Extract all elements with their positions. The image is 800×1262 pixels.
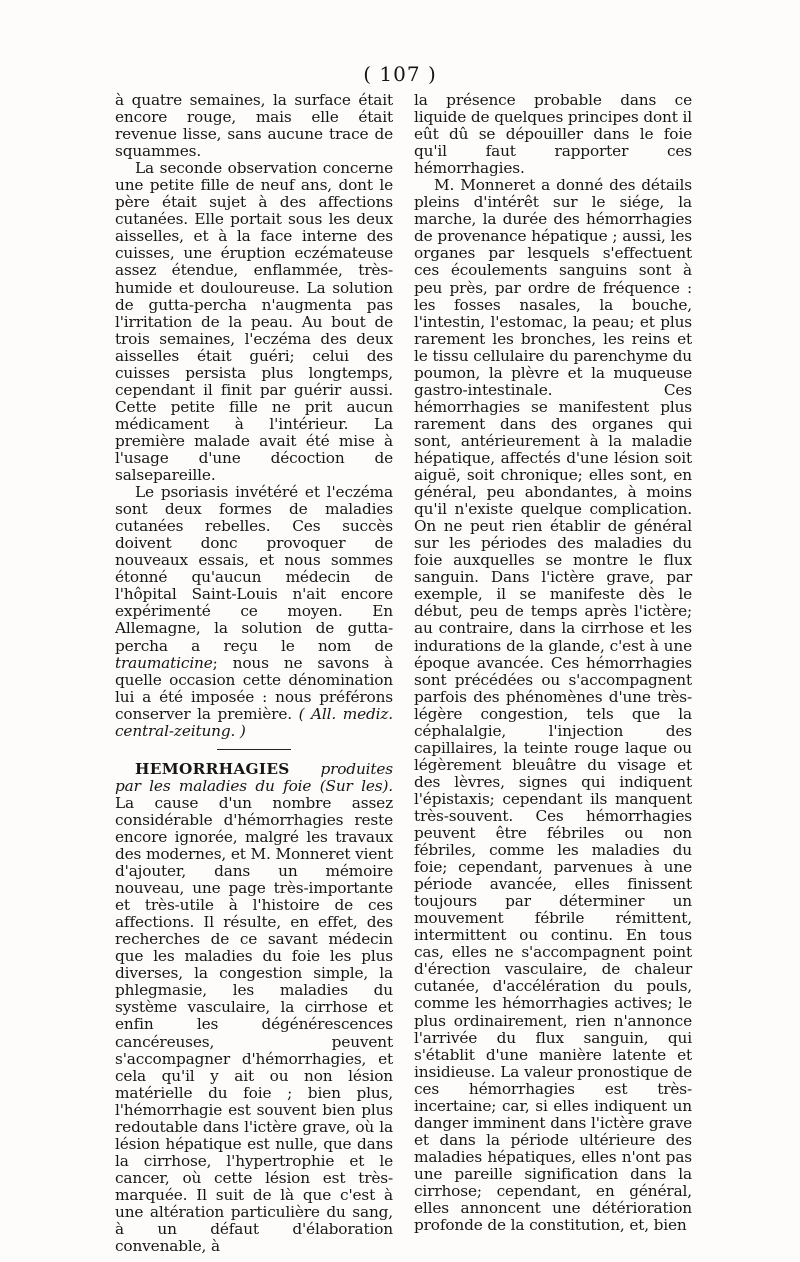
paragraph-monneret-details: M. Monneret a donné des détails pleins d'intérêt sur le siége, la marche, la durée des hémorrhagies de provenance hépatique ; aussi, les organes par lesquels s'effectuent ces écoulements sanguins sont à peu près, par ordre de fréquence : les fosses nasales, la bouche, l'intestin, l'estomac, la peau; et plus rarement les bronches, les reins et le tissu cellulaire du parenchyme du poumon, la plèvre et la muqueuse gastro-intestinale. Ces hémorrhagies se manifestent plus rarement dans des organes qui sont, antérieurement à la maladie hépatique, affectés d'une lésion soit aiguë, soit chronique; elles sont, en général, peu abondantes, à moins qu'il n'existe quelque complication. On ne peut rien établir de général sur les périodes des maladies du foie auxquelles se montre le flux sanguin. Dans l'ictère grave, par exemple, il se manifeste dès le début, peu de temps après l'ictère; au contraire, dans la cirrhose et les indurations de la glande, c'est à une époque avancée. Ces hémorrhagies sont précédées ou s'accompagnent parfois des phénomènes d'une très-légère congestion, tels que la céphalalgie, l'injection des capillaires, la teinte rouge laque ou légèrement bleuâtre du visage et des lèvres, signes qui indiquent l'épistaxis; cependant ils manquent très-souvent. Ces hémorrhagies peuvent être fébriles ou non fébriles, comme les maladies du foie; cependant, parvenues à une période avancée, elles finissent toujours par déterminer un mouvement fébrile rémittent, intermittent ou continu. En tous cas, elles ne s'accompagnent point d'érection vasculaire, de chaleur cutanée, d'accélération du pouls, comme les hémorrhagies actives; le plus ordinairement, rien n'annonce l'arrivée du flux sanguin, qui s'établit d'une manière latente et insidieuse. La valeur pronostique de ces hémorrhagies est très-incertaine; car, si elles indiquent un danger imminent dans l'ictère grave et dans la période ultérieure des maladies hépatiques, elles n'ont pas une pareille signification dans la cirrhose; cependant, en général, elles annoncent une détérioration profonde de la constitution, et, bien xyxy=(414,176,692,1235)
paragraph-psoriasis-text: Le psoriasis invétéré et l'eczéma sont deux formes de maladies cutanées rebelles. Ces succès doivent donc provoquer de nouveaux essais, et nous sommes étonné qu'aucun médecin de l'hôpital Saint-Louis n'ait encore expérimenté ce moyen. En Allemagne, la solution de gutta-percha a reçu le nom de xyxy=(115,483,393,655)
paragraph-hemorrhagies xyxy=(115,761,393,1255)
section-divider-rule xyxy=(217,749,291,750)
page-number: ( 107 ) xyxy=(363,62,437,86)
section-heading: HEMORRHAGIES xyxy=(135,759,290,778)
source-citation: ( All. mediz. central-zeitung. ) xyxy=(115,704,393,740)
paragraph-continuation: à quatre semaines, la surface était encore rouge, mais elle était revenue lisse, sans aucune trace de squammes. xyxy=(115,91,393,161)
paragraph-hemorrhagies-text: La cause d'un nombre assez considérable d'hémorrhagies reste encore ignorée, malgré les travaux des modernes, et M. Monneret vient d'ajouter, dans un mémoire nouveau, une page très-importante et très-utile à l'histoire de ces affections. Il résulte, en effet, des recherches de ce savant médecin que les maladies du foie les plus diverses, la congestion simple, la phlegmasie, les maladies du système vasculaire, la cirrhose et enfin les dégénérescences cancéreuses, peuvent s'accompagner d'hémorrhagies, et cela qu'il y ait ou non lésion matérielle du foie ; bien plus, l'hémorrhagie est souvent bien plus redoutable dans l'ictère grave, où la lésion hépatique est nulle, que dans la cirrhose, l'hypertrophie et le cancer, où cette lésion est très-marquée. Il suit de là que c'est à une altération particulière du sang, à un défaut d'élaboration convenable, à xyxy=(115,793,393,1256)
right-column xyxy=(414,92,692,1234)
paragraph-psoriasis xyxy=(115,484,393,740)
left-column xyxy=(115,92,393,1255)
section-heading-source: (Sur les). xyxy=(319,776,393,795)
section-heading-subtitle: produites par les maladies du foie xyxy=(115,759,393,795)
paragraph-second-observation: La seconde observation concerne une petite fille de neuf ans, dont le père était sujet à des affections cutanées. Elle portait sous les deux aisselles, et à la face interne des cuisses, une éruption eczémateuse assez étendue, enflammée, très-humide et douloureuse. La solution de gutta-percha n'augmenta pas l'irritation de la peau. Au bout de trois semaines, l'eczéma des deux aisselles était guéri; celui des cuisses persista plus longtemps, cependant il finit par guérir aussi. Cette petite fille ne prit aucun médicament à l'intérieur. La première malade avait été mise à l'usage d'une décoction de salsepareille. xyxy=(115,159,393,485)
paragraph-continuation-right: la présence probable dans ce liquide de quelques principes dont il eût dû se dépouiller dans le foie qu'il faut rapporter ces hémorrhagies. xyxy=(414,91,692,178)
paragraph-psoriasis-rest: ; nous ne savons à quelle occasion cette dénomination lui a été imposée : nous préférons conserver la première. xyxy=(115,653,393,723)
term-traumaticine: traumaticine xyxy=(115,653,213,672)
